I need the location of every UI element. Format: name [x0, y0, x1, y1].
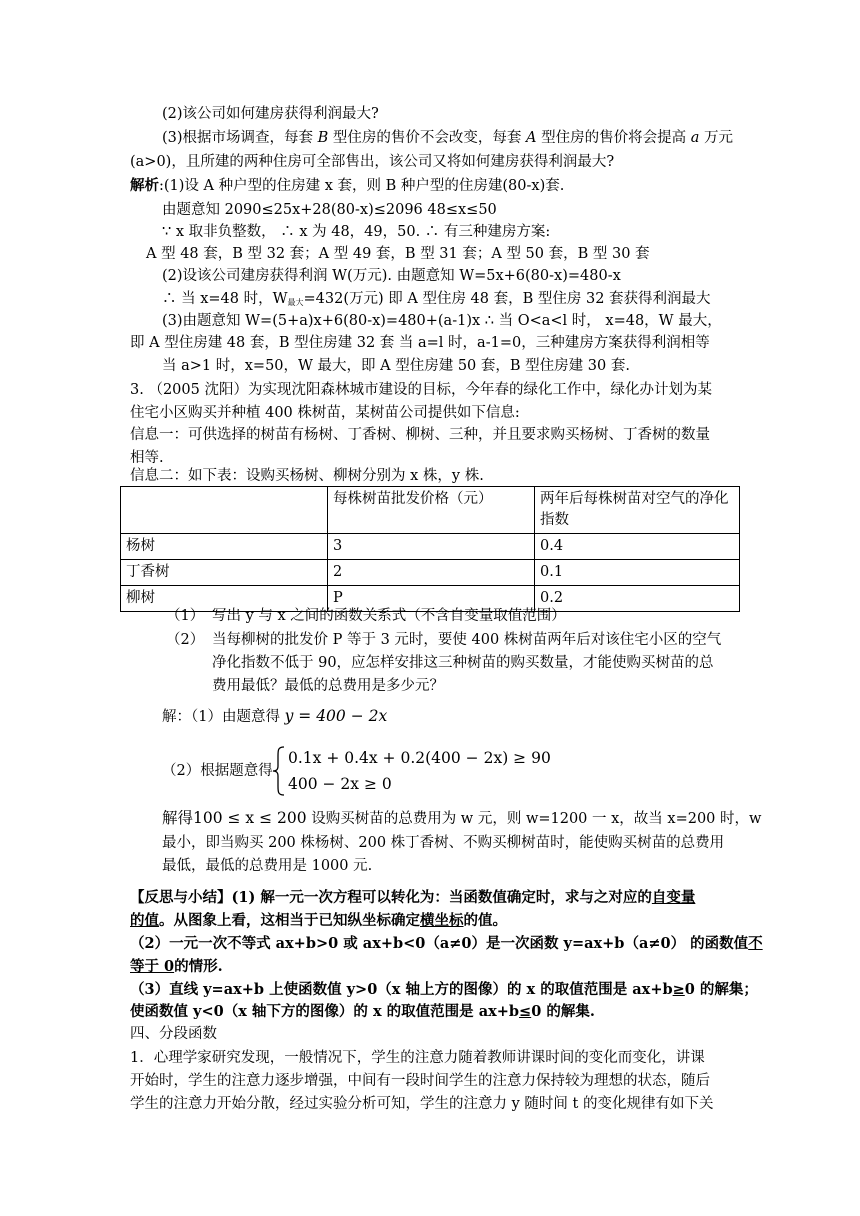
left-brace-icon: [272, 746, 286, 796]
table-header-row: [121, 487, 740, 534]
solution-label: 解析: [130, 177, 159, 194]
problem-3-line1: 3. （2005 沈阳）为实现沈阳森林城市建设的目标，今年春的绿化工作中，绿化办计划为某: [130, 382, 712, 398]
inequality-1: 0.1x + 0.4x + 0.2(400 − 2x) ≥ 90: [288, 749, 551, 767]
problem-3-line2: 住宅小区购买并种植 400 株树苗，某树苗公司提供如下信息:: [130, 405, 520, 421]
table-header-cell: 两年后每株树苗对空气的净化指数: [535, 487, 740, 534]
table-cell: 0.1: [535, 560, 740, 586]
table-cell: 丁香树: [121, 560, 328, 586]
solution-line3: ∵ x 取非负整数， ∴ x 为 48，49，50. ∴ 有三种建房方案:: [162, 224, 551, 240]
table-header-cell: 每株树苗批发价格（元）: [328, 487, 535, 534]
sub-question-1: 写出 y 与 x 之间的函数关系式（不含自变量取值范围）: [212, 608, 566, 624]
inequality-2: 400 − 2x ≥ 0: [288, 775, 392, 793]
reflection-line1: 【反思与小结】(1) 解一元一次方程可以转化为：当函数值确定时，求与之对应的自变量: [130, 889, 696, 906]
sub-question-2-line2: 净化指数不低于 90，应怎样安排这三种树苗的购买数量，才能使购买树苗的总: [212, 655, 714, 671]
reflection-line6: 使函数值 y<0（x 轴下方的图像）的 x 的取值范围是 ax+b≤0 的解集.: [130, 1003, 595, 1020]
table-row: [121, 560, 740, 586]
reflection-line5: （3）直线 y=ax+b 上使函数值 y>0（x 轴上方的图像）的 x 的取值范围是 ax+b≥0 的解集；: [130, 981, 758, 998]
reflection-line3: （2）一元一次不等式 ax+b>0 或 ax+b<0（a≠0）是一次函数 y=ax+b（a≠0） 的函数值不: [130, 935, 763, 952]
reflection-line4: 等于 0的情形.: [130, 958, 223, 975]
solution-line1: 解析:(1)设 A 种户型的住房建 x 套，则 B 种户型的住房建(80-x)套.: [130, 177, 565, 194]
sub-question-1-number: （1）: [166, 608, 205, 624]
info-1-line1: 信息一：可供选择的树苗有杨树、丁香树、柳树、三种，并且要求购买杨树、丁香树的数量: [130, 427, 710, 443]
question-3-line2: (a>0)，且所建的两种住房可全部售出，该公司又将如何建房获得利润最大?: [130, 154, 615, 170]
reflection-title: 【反思与小结】: [130, 889, 232, 906]
tree-info-table: [120, 486, 740, 612]
table-row: [121, 534, 740, 560]
problem-1-line3: 学生的注意力开始分散，经过实验分析可知，学生的注意力 y 随时间 t 的变化规律有如下关: [130, 1096, 714, 1112]
solution-line4: A 型 48 套，B 型 32 套；A 型 49 套，B 型 31 套；A 型 50 套，B 型 30 套: [146, 246, 650, 262]
table-cell: 杨树: [121, 534, 328, 560]
solution-line7: (3)由题意知 W=(5+a)x+6(80-x)=480+(a-1)x ∴ 当 O<a<l 时， x=48，W 最大，: [162, 313, 722, 329]
answer-3-line2: 最小，即当购买 200 株杨树、200 株丁香树、不购买柳树苗时，能使购买树苗的总费用: [162, 835, 725, 851]
table-cell: 0.2: [535, 586, 740, 612]
info-2: 信息二：如下表：设购买杨树、柳树分别为 x 株，y 株.: [130, 468, 484, 484]
solution-line9: 当 a>1 时，x=50，W 最大，即 A 型住房建 50 套，B 型住房建 30 套.: [162, 358, 630, 374]
answer-3-line3: 最低，最低的总费用是 1000 元.: [162, 858, 373, 874]
solution-line2: 由题意知 2090≤25x+28(80-x)≤2096 48≤x≤50: [162, 202, 497, 218]
table-cell: 3: [328, 534, 535, 560]
table-cell: 0.4: [535, 534, 740, 560]
answer-3-line1: 解得100 ≤ x ≤ 200 设购买树苗的总费用为 w 元，则 w=1200 一 x，故当 x=200 时，w: [162, 809, 762, 827]
section-4-heading: 四、分段函数: [130, 1026, 217, 1042]
sub-question-2-line1: 当每柳树的批发价 P 等于 3 元时，要使 400 株树苗两年后对该住宅小区的空气: [212, 632, 722, 648]
answer-1-formula: y = 400 − 2x: [284, 707, 388, 725]
solution-line5: (2)设该公司建房获得利润 W(万元). 由题意知 W=5x+6(80-x)=480-x: [162, 268, 621, 284]
question-2: (2)该公司如何建房获得利润最大?: [162, 106, 379, 122]
answer-1: 解：（1）由题意得 y = 400 − 2x: [162, 707, 388, 725]
question-3-line1: (3)根据市场调查，每套 B 型住房的售价不会改变，每套 A 型住房的售价将会提高 a 万元: [162, 130, 733, 146]
sub-question-2-line3: 费用最低？最低的总费用是多少元？: [212, 678, 444, 694]
table-header-cell: [121, 487, 328, 534]
table-cell: 2: [328, 560, 535, 586]
solution-line6: ∴ 当 x=48 时，$W_{最大}=432$(万元) 即 A 型住房 48 套，B 型住房 32 套获得利润最大: [162, 291, 711, 307]
info-1-line2: 相等.: [130, 450, 164, 466]
reflection-line2: 的值。从图象上看，这相当于已知纵坐标确定横坐标的值。: [130, 912, 507, 929]
table-cell: P: [328, 586, 535, 612]
table-cell: 柳树: [121, 586, 328, 612]
solution-line8: 即 A 型住房建 48 套，B 型住房建 32 套 当 a=l 时，a-1=0，三种建房方案获得利润相等: [130, 335, 710, 351]
sub-question-2-number: （2）: [166, 632, 205, 648]
problem-1-line1: 1．心理学家研究发现，一般情况下，学生的注意力随着教师讲课时间的变化而变化，讲课: [130, 1050, 705, 1066]
answer-2-label: （2）根据题意得: [162, 763, 273, 779]
problem-1-line2: 开始时，学生的注意力逐步增强，中间有一段时间学生的注意力保持较为理想的状态，随后: [130, 1073, 710, 1089]
